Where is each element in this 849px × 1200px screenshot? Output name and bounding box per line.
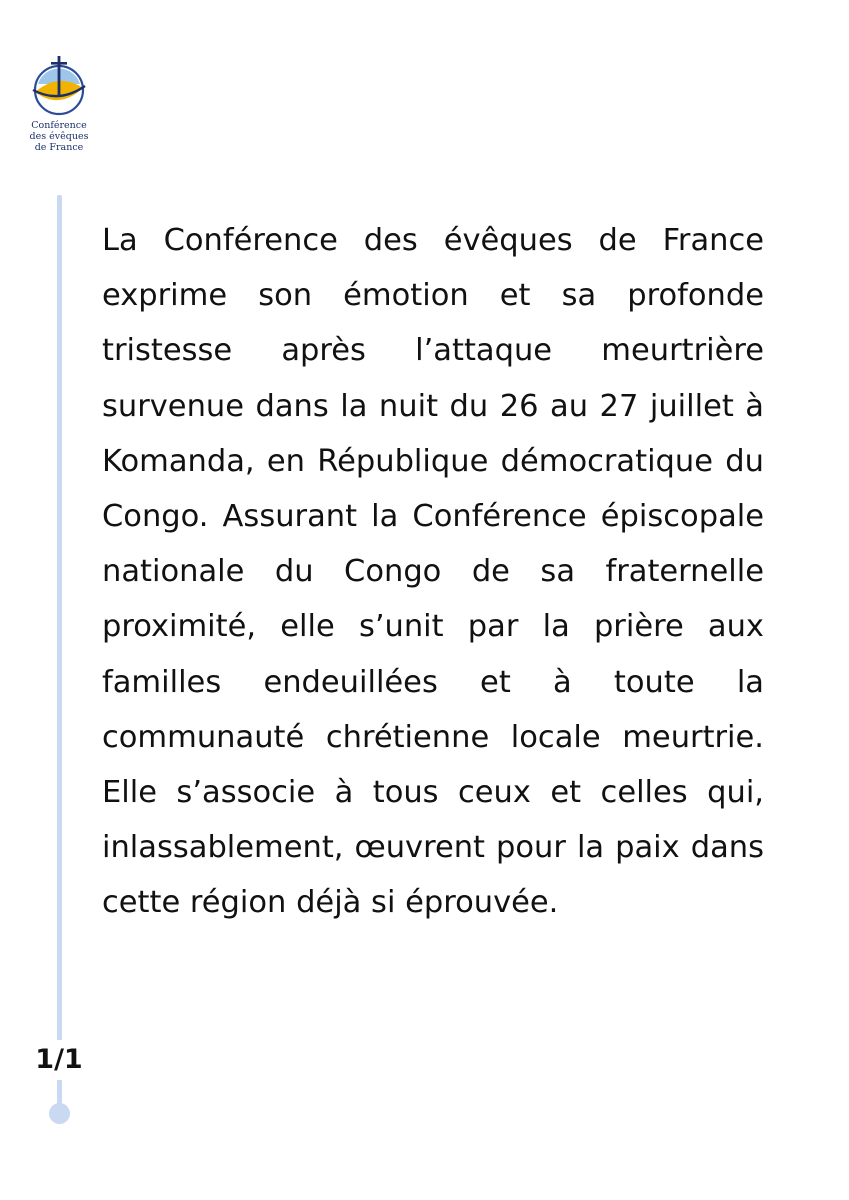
logo-text (26, 120, 92, 153)
timeline-end-dot (49, 1103, 70, 1124)
logo-line-3: de France (34, 142, 84, 153)
statement-text: La Conférence des évêques de France exprime son émotion et sa profonde tristesse après l’attaque meurtrière survenue dans la nuit du 26 au 27 juillet à Komanda, en République démocratique du Congo. Assurant la Conférence épiscopale nationale du Congo de sa fraternelle proximité, elle s’unit par la prière aux familles endeuillées et à toute la communauté chrétienne locale meurtrie. Elle s’associe à tous ceux et celles qui, inlassablement, œuvrent pour la paix dans cette région déjà si éprouvée. (102, 223, 764, 921)
timeline-line (57, 195, 62, 1110)
cross-fish-emblem-icon (29, 54, 89, 118)
logo-line-2: des évêques (29, 131, 89, 142)
page-number: 1/1 (28, 1040, 90, 1080)
cef-logo (26, 54, 92, 153)
logo-line-1: Conférence (31, 120, 87, 131)
